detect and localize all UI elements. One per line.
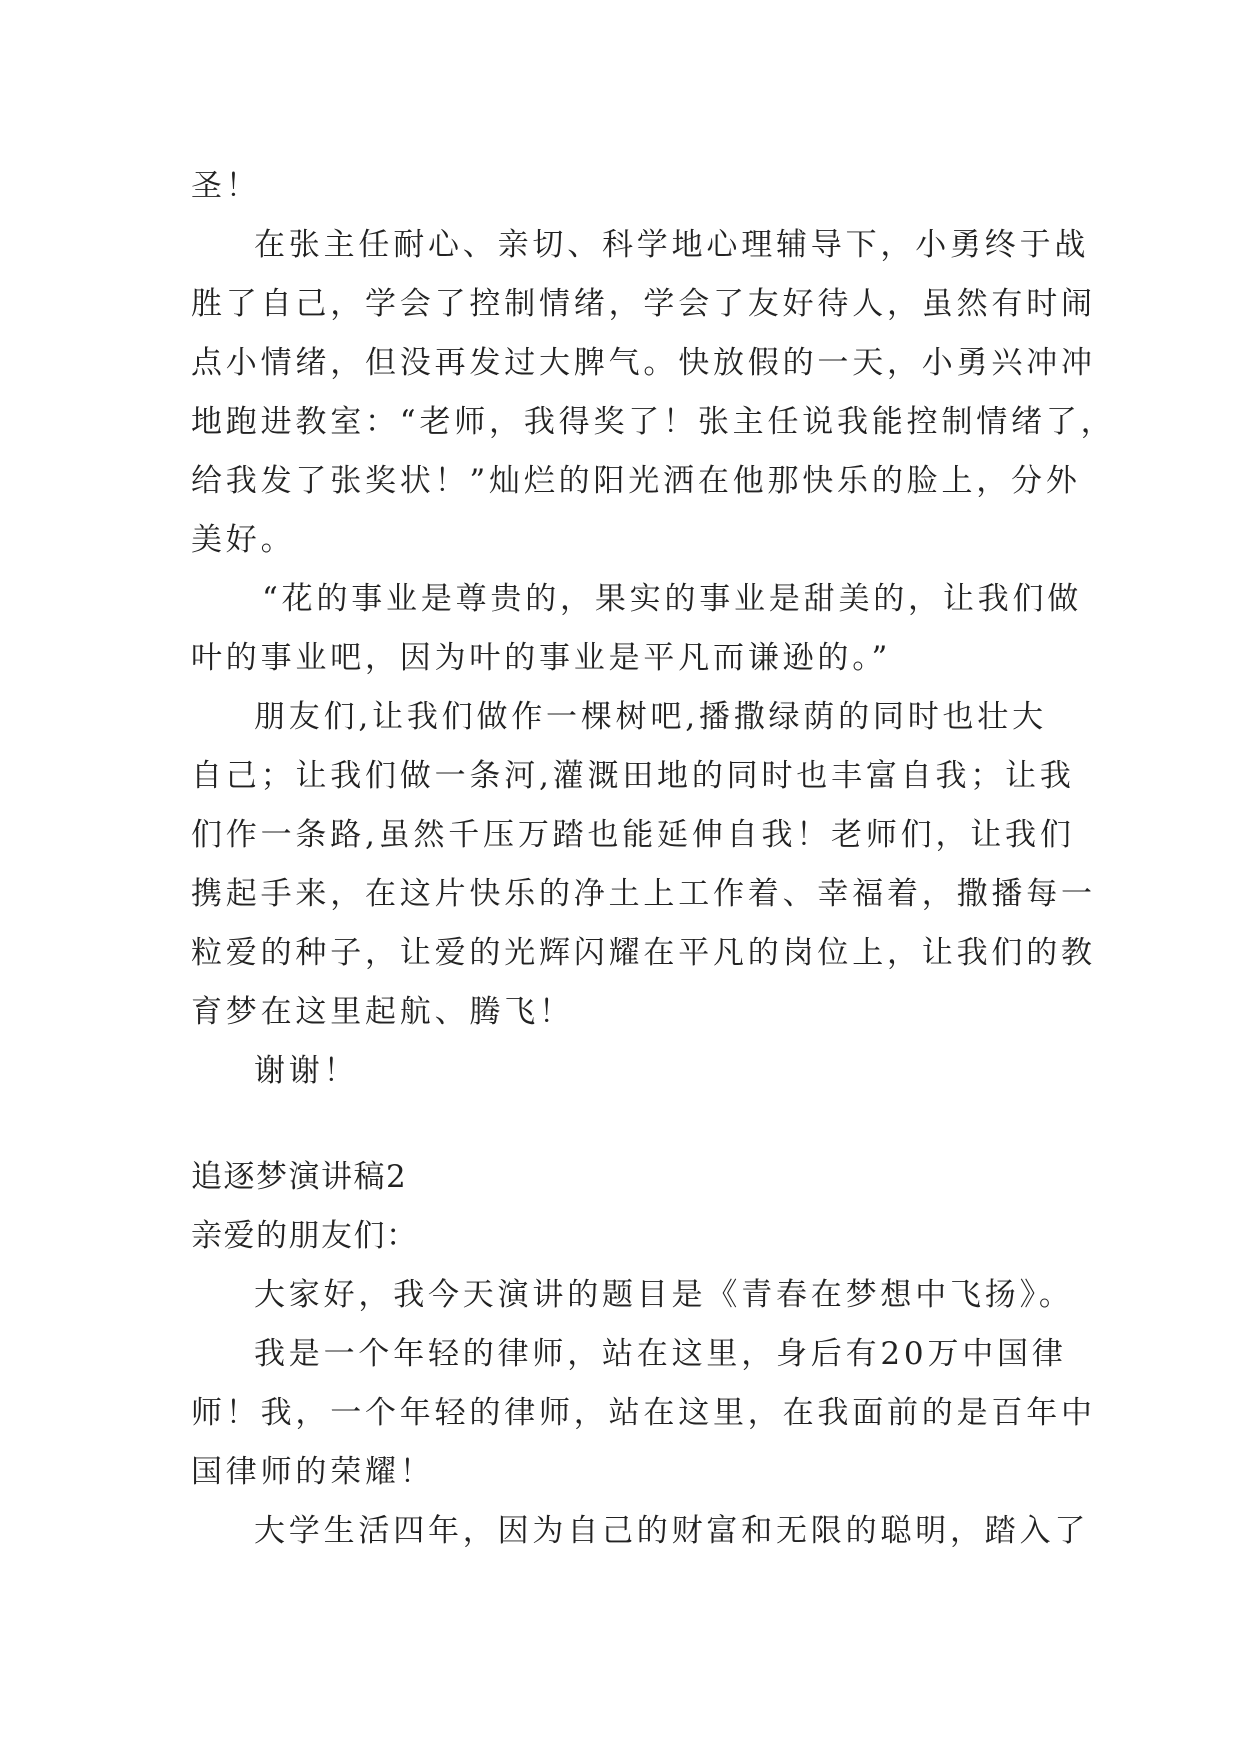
paragraph-line: 胜了自己，学会了控制情绪，学会了友好待人，虽然有时闹 — [191, 286, 1096, 322]
paragraph-line: 地跑进教室：“老师，我得奖了！张主任说我能控制情绪了， — [191, 404, 1116, 440]
paragraph-line: 点小情绪，但没再发过大脾气。快放假的一天，小勇兴冲冲 — [191, 345, 1096, 381]
closing-line: 谢谢！ — [254, 1053, 359, 1089]
paragraph-line: 国律师的荣耀！ — [191, 1454, 435, 1490]
paragraph-line: 自己；让我们做一条河,灌溉田地的同时也丰富自我；让我 — [191, 758, 1075, 794]
paragraph-line: 携起手来，在这片快乐的净土上工作着、幸福着，撒播每一 — [191, 876, 1096, 912]
paragraph-line: 我是一个年轻的律师，站在这里，身后有20万中国律 — [254, 1336, 1067, 1372]
paragraph-line: 美好。 — [191, 522, 296, 558]
paragraph-line: 们作一条路,虽然千压万踏也能延伸自我！老师们，让我们 — [191, 817, 1075, 853]
paragraph-line: 给我发了张奖状！”灿烂的阳光洒在他那快乐的脸上，分外 — [191, 463, 1081, 499]
paragraph-line: 师！我，一个年轻的律师，站在这里，在我面前的是百年中 — [191, 1395, 1096, 1431]
paragraph-line: 朋友们,让我们做作一棵树吧,播撒绿荫的同时也壮大 — [254, 699, 1047, 735]
paragraph-line: 大家好，我今天演讲的题目是《青春在梦想中飞扬》。 — [254, 1277, 1074, 1313]
paragraph-line: 在张主任耐心、亲切、科学地心理辅导下，小勇终于战 — [254, 227, 1090, 263]
paragraph-line: 育梦在这里起航、腾飞！ — [191, 994, 574, 1030]
paragraph-line: 圣！ — [191, 168, 261, 204]
salutation: 亲爱的朋友们： — [191, 1218, 419, 1254]
quote-line: 叶的事业吧，因为叶的事业是平凡而谦逊的。” — [191, 640, 892, 676]
paragraph-line: 大学生活四年，因为自己的财富和无限的聪明，踏入了 — [254, 1513, 1090, 1549]
paragraph-line: 粒爱的种子，让爱的光辉闪耀在平凡的岗位上，让我们的教 — [191, 935, 1096, 971]
section-title: 追逐梦演讲稿2 — [191, 1159, 408, 1195]
quote-line: “花的事业是尊贵的，果实的事业是甜美的，让我们做 — [262, 581, 1083, 617]
